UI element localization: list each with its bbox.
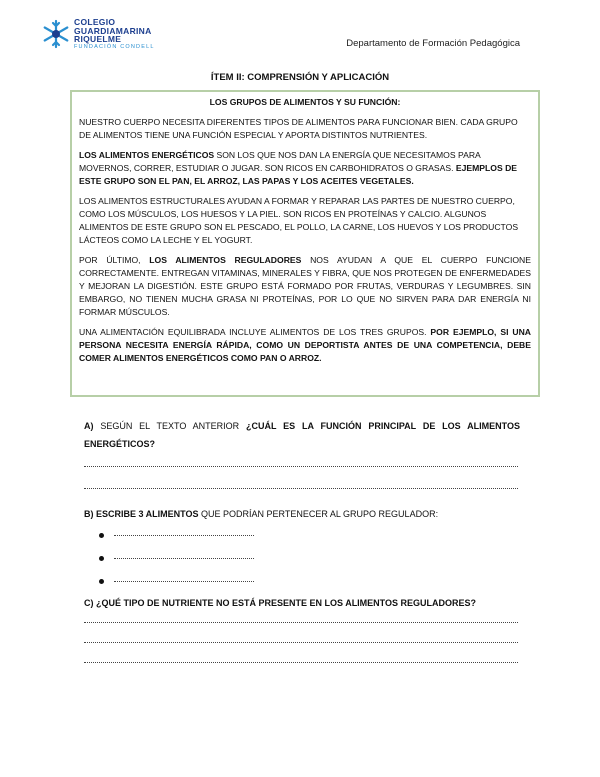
- snowflake-logo-icon: [40, 18, 72, 50]
- question-a: A) SEGÚN EL TEXTO ANTERIOR ¿CUÁL ES LA FUNCIÓN PRINCIPAL DE LOS ALIMENTOS ENERGÉTICOS?: [84, 421, 520, 449]
- reading-title: LOS GRUPOS DE ALIMENTOS Y SU FUNCIÓN:: [209, 97, 401, 107]
- answer-line-c2[interactable]: [84, 642, 518, 643]
- reading-paragraph-3: LOS ALIMENTOS ESTRUCTURALES AYUDAN A FORMAR Y REPARAR LAS PARTES DE NUESTRO CUERPO, COMO LOS MÚSCULOS, LOS HUESOS Y LA PIEL. SON RICOS EN PROTEÍNAS Y CALCIO. ALGUNOS ALIMENTOS DE ESTE GRUPO SON EL PESCADO, EL POLLO, LA CARNE, LOS HUEVOS Y LOS PRODUCTOS LÁCTEOS COMO LA LECHE Y EL YOGURT.: [79, 196, 519, 245]
- school-logo: [38, 10, 168, 62]
- reading-paragraph-2: LOS ALIMENTOS ENERGÉTICOS SON LOS QUE NOS DAN LA ENERGÍA QUE NECESITAMOS PARA MOVERNOS, CORRER, ESTUDIAR O JUGAR. SON RICOS EN CARBOHIDRATOS O GRASAS. EJEMPLOS DE ESTE GRUPO SON EL PAN, EL ARROZ, LAS PAPAS Y LOS ACEITES VEGETALES.: [79, 150, 518, 186]
- page-header: [0, 0, 600, 70]
- reading-paragraph-5: UNA ALIMENTACIÓN EQUILIBRADA INCLUYE ALIMENTOS DE LOS TRES GRUPOS. POR EJEMPLO, SI UNA PERSONA NECESITA ENERGÍA RÁPIDA, COMO UN DEPORTISTA ANTES DE UNA COMPETENCIA, DEBE COMER ALIMENTOS ENERGÉTICOS COMO PAN O ARROZ.: [79, 327, 531, 363]
- answer-bullet-b1[interactable]: [99, 530, 254, 540]
- logo-line-1: COLEGIO: [74, 17, 116, 27]
- answer-bullet-b2[interactable]: [99, 553, 254, 563]
- question-c: C) ¿QUÉ TIPO DE NUTRIENTE NO ESTÁ PRESENTE EN LOS ALIMENTOS REGULADORES?: [84, 598, 477, 608]
- answer-line-c1[interactable]: [84, 622, 518, 623]
- question-b: B) ESCRIBE 3 ALIMENTOS QUE PODRÍAN PERTENECER AL GRUPO REGULADOR:: [84, 509, 439, 519]
- answer-line-c3[interactable]: [84, 662, 518, 663]
- logo-line-2: GUARDIAMARINA: [74, 25, 152, 36]
- logo-line-3: RIQUELME: [74, 34, 122, 44]
- answer-bullet-b3[interactable]: [99, 576, 254, 586]
- department-label: Departamento de Formación Pedagógica: [346, 38, 520, 49]
- logo-foundation: FUNDACIÓN CONDELL: [74, 43, 155, 50]
- item-title: ÍTEM II: COMPRENSIÓN Y APLICACIÓN: [210, 72, 390, 83]
- answer-line-a2[interactable]: [84, 488, 518, 489]
- reading-box: [70, 90, 540, 397]
- reading-paragraph-1: NUESTRO CUERPO NECESITA DIFERENTES TIPOS DE ALIMENTOS PARA FUNCIONAR BIEN. CADA GRUPO DE ALIMENTOS TIENE UNA FUNCIÓN ESPECIAL Y APORTA DISTINTOS NUTRIENTES.: [79, 117, 518, 140]
- reading-paragraph-4: POR ÚLTIMO, LOS ALIMENTOS REGULADORES NOS AYUDAN A QUE EL CUERPO FUNCIONE CORRECTAMENTE. ENTREGAN VITAMINAS, MINERALES Y FIBRA, QUE NOS PROTEGEN DE ENFERMEDADES Y MEJORAN LA DIGESTIÓN. ESTE GRUPO ESTÁ FORMADO POR FRUTAS, VERDURAS Y LEGUMBRES. SIN EMBARGO, NO TIENEN MUCHA GRASA NI PROTEÍNAS, POR LO QUE NO SIRVEN PARA DAR ENERGÍA NI FORMAR MÚSCULOS.: [79, 255, 531, 317]
- answer-line-a1[interactable]: [84, 466, 518, 467]
